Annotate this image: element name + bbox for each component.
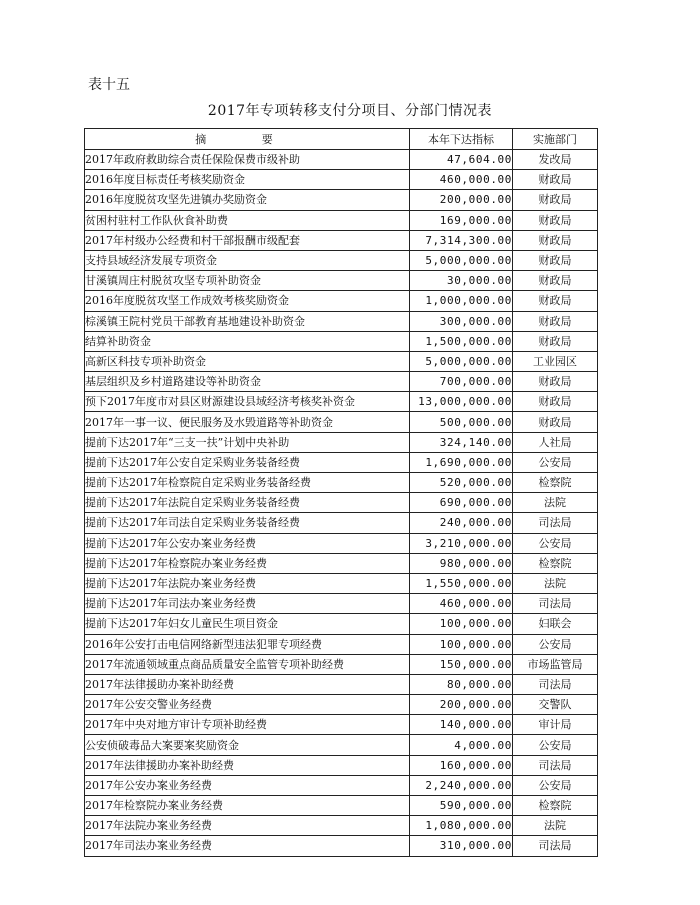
row-summary: 2016年度脱贫攻坚工作成效考核奖励资金 — [85, 291, 410, 311]
row-amount: 4,000.00 — [410, 735, 513, 755]
table-row — [85, 150, 598, 170]
row-amount: 5,000,000.00 — [410, 351, 513, 371]
row-department: 财政局 — [513, 392, 598, 412]
row-summary: 2017年法律援助办案补助经费 — [85, 674, 410, 694]
row-department: 审计局 — [513, 715, 598, 735]
row-summary: 2017年法律援助办案补助经费 — [85, 755, 410, 775]
table-row — [85, 291, 598, 311]
row-amount: 30,000.00 — [410, 271, 513, 291]
row-summary: 2017年法院办案业务经费 — [85, 816, 410, 836]
table-title: 2017年专项转移支付分项目、分部门情况表 — [207, 103, 493, 119]
row-amount: 310,000.00 — [410, 836, 513, 856]
row-department: 检察院 — [513, 796, 598, 816]
row-summary: 提前下达2017年检察院自定采购业务装备经费 — [85, 473, 410, 493]
row-summary: 基层组织及乡村道路建设等补助资金 — [85, 372, 410, 392]
row-amount: 590,000.00 — [410, 796, 513, 816]
row-amount: 140,000.00 — [410, 715, 513, 735]
row-summary: 棕溪镇王院村党员干部教育基地建设补助资金 — [85, 311, 410, 331]
table-row — [85, 654, 598, 674]
row-amount: 460,000.00 — [410, 594, 513, 614]
row-amount: 1,500,000.00 — [410, 331, 513, 351]
row-summary: 2017年中央对地方审计专项补助经费 — [85, 715, 410, 735]
table-row — [85, 271, 598, 291]
row-summary: 提前下达2017年司法办案业务经费 — [85, 594, 410, 614]
row-summary: 提前下达2017年法院自定采购业务装备经费 — [85, 493, 410, 513]
row-department: 财政局 — [513, 311, 598, 331]
table-row — [85, 311, 598, 331]
row-amount: 700,000.00 — [410, 372, 513, 392]
table-row — [85, 331, 598, 351]
row-department: 财政局 — [513, 230, 598, 250]
table-row — [85, 836, 598, 856]
table-row — [85, 412, 598, 432]
row-department: 检察院 — [513, 473, 598, 493]
row-amount: 13,000,000.00 — [410, 392, 513, 412]
table-row — [85, 816, 598, 836]
row-summary: 2017年一事一议、便民服务及水毁道路等补助资金 — [85, 412, 410, 432]
row-summary: 高新区科技专项补助资金 — [85, 351, 410, 371]
row-summary: 支持县域经济发展专项资金 — [85, 250, 410, 270]
row-amount: 2,240,000.00 — [410, 775, 513, 795]
row-summary: 提前下达2017年公安办案业务经费 — [85, 533, 410, 553]
row-amount: 240,000.00 — [410, 513, 513, 533]
row-summary: 提前下达2017年法院办案业务经费 — [85, 573, 410, 593]
table-row — [85, 351, 598, 371]
row-summary: 甘溪镇周庄村脱贫攻坚专项补助资金 — [85, 271, 410, 291]
table-row — [85, 250, 598, 270]
table-row — [85, 594, 598, 614]
row-amount: 460,000.00 — [410, 170, 513, 190]
row-department: 法院 — [513, 816, 598, 836]
row-amount: 1,080,000.00 — [410, 816, 513, 836]
table-row — [85, 775, 598, 795]
table-row — [85, 755, 598, 775]
row-summary: 2017年检察院办案业务经费 — [85, 796, 410, 816]
row-department: 公安局 — [513, 775, 598, 795]
table-row — [85, 674, 598, 694]
row-amount: 7,314,300.00 — [410, 230, 513, 250]
row-summary: 提前下达2017年“三支一扶”计划中央补助 — [85, 432, 410, 452]
row-amount: 980,000.00 — [410, 553, 513, 573]
row-summary: 提前下达2017年公安自定采购业务装备经费 — [85, 452, 410, 472]
row-amount: 150,000.00 — [410, 654, 513, 674]
row-amount: 690,000.00 — [410, 493, 513, 513]
row-department: 司法局 — [513, 755, 598, 775]
row-amount: 3,210,000.00 — [410, 533, 513, 553]
row-amount: 169,000.00 — [410, 210, 513, 230]
row-amount: 1,550,000.00 — [410, 573, 513, 593]
row-department: 司法局 — [513, 674, 598, 694]
row-summary: 提前下达2017年检察院办案业务经费 — [85, 553, 410, 573]
row-department: 司法局 — [513, 594, 598, 614]
row-summary: 2016年公安打击电信网络新型违法犯罪专项经费 — [85, 634, 410, 654]
row-department: 人社局 — [513, 432, 598, 452]
header-amount: 本年下达指标 — [410, 129, 513, 150]
table-row — [85, 634, 598, 654]
row-amount: 1,690,000.00 — [410, 452, 513, 472]
row-amount: 5,000,000.00 — [410, 250, 513, 270]
row-summary: 提前下达2017年妇女儿童民生项目资金 — [85, 614, 410, 634]
table-row — [85, 392, 598, 412]
row-amount: 80,000.00 — [410, 674, 513, 694]
row-summary: 2016年度脱贫攻坚先进镇办奖励资金 — [85, 190, 410, 210]
row-department: 妇联会 — [513, 614, 598, 634]
row-department: 公安局 — [513, 735, 598, 755]
transfer-payment-table — [84, 128, 598, 857]
table-row — [85, 533, 598, 553]
row-amount: 100,000.00 — [410, 634, 513, 654]
row-department: 公安局 — [513, 634, 598, 654]
table-row — [85, 432, 598, 452]
row-amount: 1,000,000.00 — [410, 291, 513, 311]
row-summary: 2016年度目标责任考核奖励资金 — [85, 170, 410, 190]
table-row — [85, 210, 598, 230]
row-amount: 520,000.00 — [410, 473, 513, 493]
table-row — [85, 735, 598, 755]
row-amount: 324,140.00 — [410, 432, 513, 452]
row-department: 公安局 — [513, 452, 598, 472]
table-row — [85, 230, 598, 250]
table-row — [85, 513, 598, 533]
table-row — [85, 553, 598, 573]
row-department: 司法局 — [513, 513, 598, 533]
table-label: 表十五 — [88, 77, 130, 93]
row-summary: 提前下达2017年司法自定采购业务装备经费 — [85, 513, 410, 533]
row-amount: 100,000.00 — [410, 614, 513, 634]
row-amount: 500,000.00 — [410, 412, 513, 432]
table-row — [85, 715, 598, 735]
table-row — [85, 796, 598, 816]
table-header-row — [85, 129, 598, 150]
row-department: 财政局 — [513, 250, 598, 270]
row-department: 司法局 — [513, 836, 598, 856]
row-department: 法院 — [513, 493, 598, 513]
row-summary: 2017年公安交警业务经费 — [85, 695, 410, 715]
row-department: 财政局 — [513, 170, 598, 190]
row-amount: 200,000.00 — [410, 190, 513, 210]
row-amount: 300,000.00 — [410, 311, 513, 331]
row-department: 交警队 — [513, 695, 598, 715]
row-department: 检察院 — [513, 553, 598, 573]
table-row — [85, 372, 598, 392]
table-row — [85, 614, 598, 634]
row-summary: 2017年司法办案业务经费 — [85, 836, 410, 856]
table-row — [85, 452, 598, 472]
row-department: 财政局 — [513, 372, 598, 392]
row-summary: 2017年公安办案业务经费 — [85, 775, 410, 795]
row-department: 财政局 — [513, 190, 598, 210]
table-row — [85, 695, 598, 715]
table-row — [85, 573, 598, 593]
row-summary: 2017年流通领域重点商品质量安全监管专项补助经费 — [85, 654, 410, 674]
row-department: 财政局 — [513, 291, 598, 311]
row-department: 工业园区 — [513, 351, 598, 371]
row-summary: 贫困村驻村工作队伙食补助费 — [85, 210, 410, 230]
row-amount: 160,000.00 — [410, 755, 513, 775]
row-department: 财政局 — [513, 271, 598, 291]
row-department: 财政局 — [513, 331, 598, 351]
row-summary: 2017年村级办公经费和村干部报酬市级配套 — [85, 230, 410, 250]
table-row — [85, 170, 598, 190]
row-summary: 结算补助资金 — [85, 331, 410, 351]
row-summary: 2017年政府救助综合责任保险保费市级补助 — [85, 150, 410, 170]
row-amount: 200,000.00 — [410, 695, 513, 715]
table-row — [85, 493, 598, 513]
table-row — [85, 473, 598, 493]
header-summary: 摘 要 — [85, 129, 410, 150]
row-department: 市场监管局 — [513, 654, 598, 674]
row-amount: 47,604.00 — [410, 150, 513, 170]
row-department: 财政局 — [513, 210, 598, 230]
row-summary: 公安侦破毒品大案要案奖励资金 — [85, 735, 410, 755]
row-department: 法院 — [513, 573, 598, 593]
row-department: 财政局 — [513, 412, 598, 432]
table-body — [85, 150, 598, 857]
row-summary: 预下2017年度市对县区财源建设县域经济考核奖补资金 — [85, 392, 410, 412]
row-department: 公安局 — [513, 533, 598, 553]
header-department: 实施部门 — [513, 129, 598, 150]
table-row — [85, 190, 598, 210]
row-department: 发改局 — [513, 150, 598, 170]
